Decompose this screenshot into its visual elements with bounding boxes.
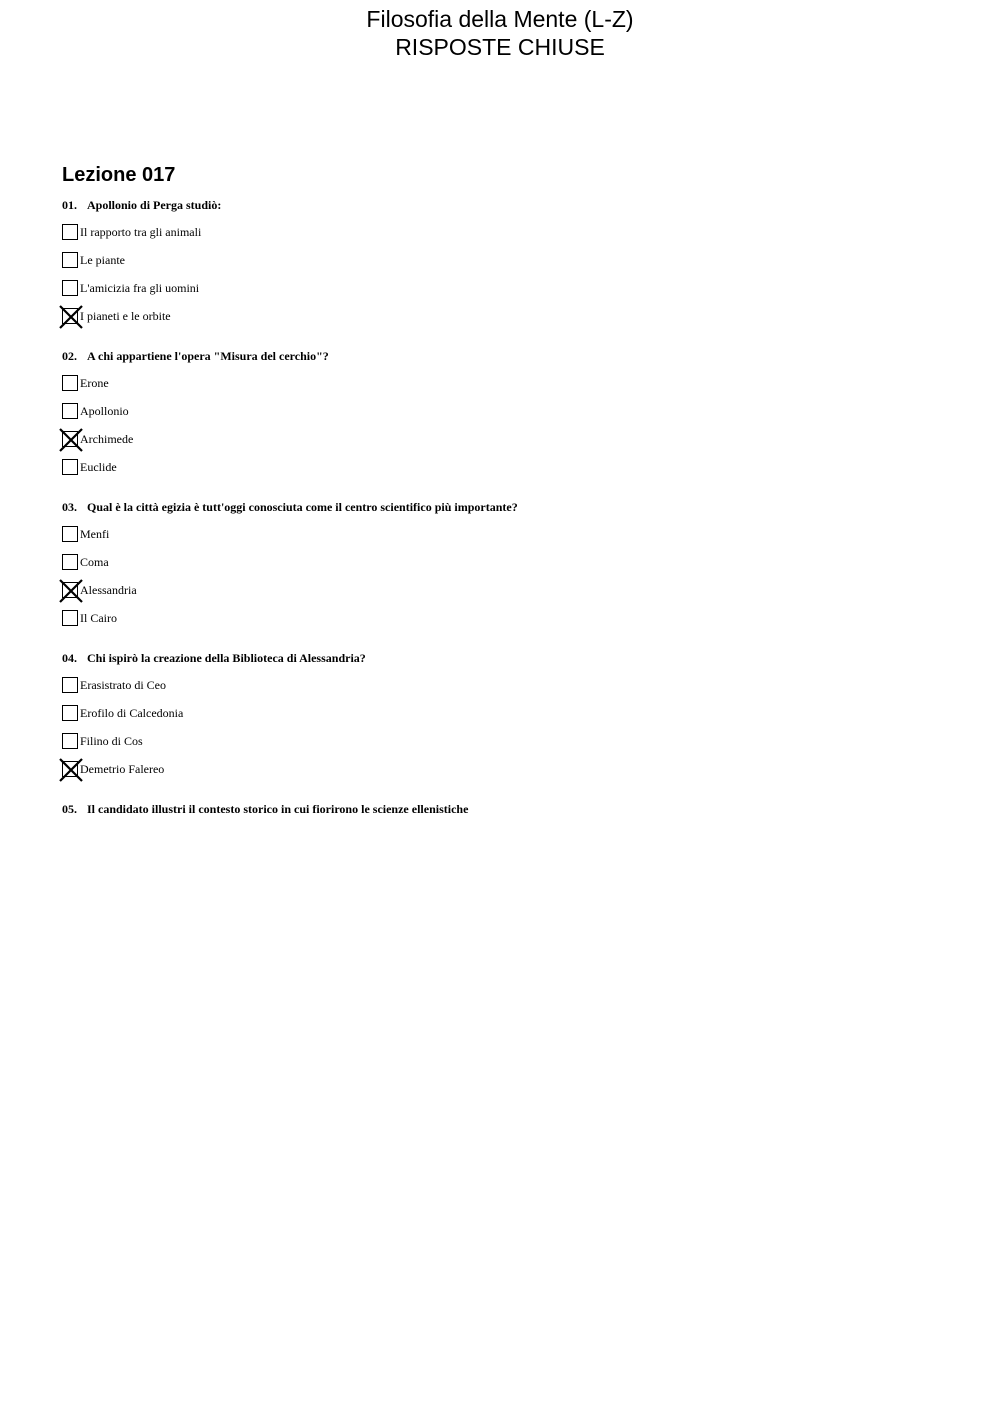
question-number: 02. [62, 349, 77, 363]
question-text: Chi ispirò la creazione della Biblioteca di Alessandria? [87, 651, 366, 665]
checkbox[interactable] [62, 677, 78, 693]
question-01 [62, 197, 221, 213]
question-02 [62, 348, 329, 364]
option-label: Erofilo di Calcedonia [80, 706, 184, 720]
question-text: Apollonio di Perga studiò: [87, 198, 222, 212]
option-label: Le piante [80, 253, 125, 267]
question-05 [62, 801, 468, 817]
question-number: 01. [62, 198, 77, 212]
question-text: A chi appartiene l'opera "Misura del cerchio"? [87, 349, 329, 363]
question-number: 03. [62, 500, 77, 514]
option-label: Apollonio [80, 404, 129, 418]
checkbox[interactable] [62, 252, 78, 268]
checkbox[interactable] [62, 582, 78, 598]
checkbox[interactable] [62, 403, 78, 419]
checkbox[interactable] [62, 280, 78, 296]
question-04 [62, 650, 366, 666]
option-label: Euclide [80, 460, 117, 474]
option-label: Il rapporto tra gli animali [80, 225, 202, 239]
option-label: Menfi [80, 527, 110, 541]
answers-subtitle: RISPOSTE CHIUSE [395, 34, 605, 60]
question-number: 05. [62, 802, 77, 816]
option-label: Filino di Cos [80, 734, 143, 748]
option-label: Erasistrato di Ceo [80, 678, 166, 692]
option-label: L'amicizia fra gli uomini [80, 281, 200, 295]
lesson-title: Lezione 017 [62, 164, 176, 186]
checkbox[interactable] [62, 224, 78, 240]
option-label: Coma [80, 555, 109, 569]
checkbox[interactable] [62, 705, 78, 721]
checkbox[interactable] [62, 554, 78, 570]
checkbox[interactable] [62, 459, 78, 475]
question-text: Qual è la città egizia è tutt'oggi conosciuta come il centro scientifico più importante? [87, 500, 518, 514]
checkbox[interactable] [62, 431, 78, 447]
option-label: Il Cairo [80, 611, 117, 625]
option-label: I pianeti e le orbite [80, 309, 171, 323]
option-label: Erone [80, 376, 109, 390]
checkbox[interactable] [62, 526, 78, 542]
checkbox[interactable] [62, 733, 78, 749]
document-header [0, 5, 1000, 61]
option-label: Demetrio Falereo [80, 762, 165, 776]
checkbox[interactable] [62, 375, 78, 391]
question-text: Il candidato illustri il contesto storico in cui fiorirono le scienze ellenistiche [87, 802, 469, 816]
checkbox[interactable] [62, 761, 78, 777]
checkbox[interactable] [62, 308, 78, 324]
checkbox[interactable] [62, 610, 78, 626]
option-label: Alessandria [80, 583, 137, 597]
course-title: Filosofia della Mente (L-Z) [366, 6, 634, 32]
question-number: 04. [62, 651, 77, 665]
option-label: Archimede [80, 432, 134, 446]
question-03 [62, 499, 518, 515]
